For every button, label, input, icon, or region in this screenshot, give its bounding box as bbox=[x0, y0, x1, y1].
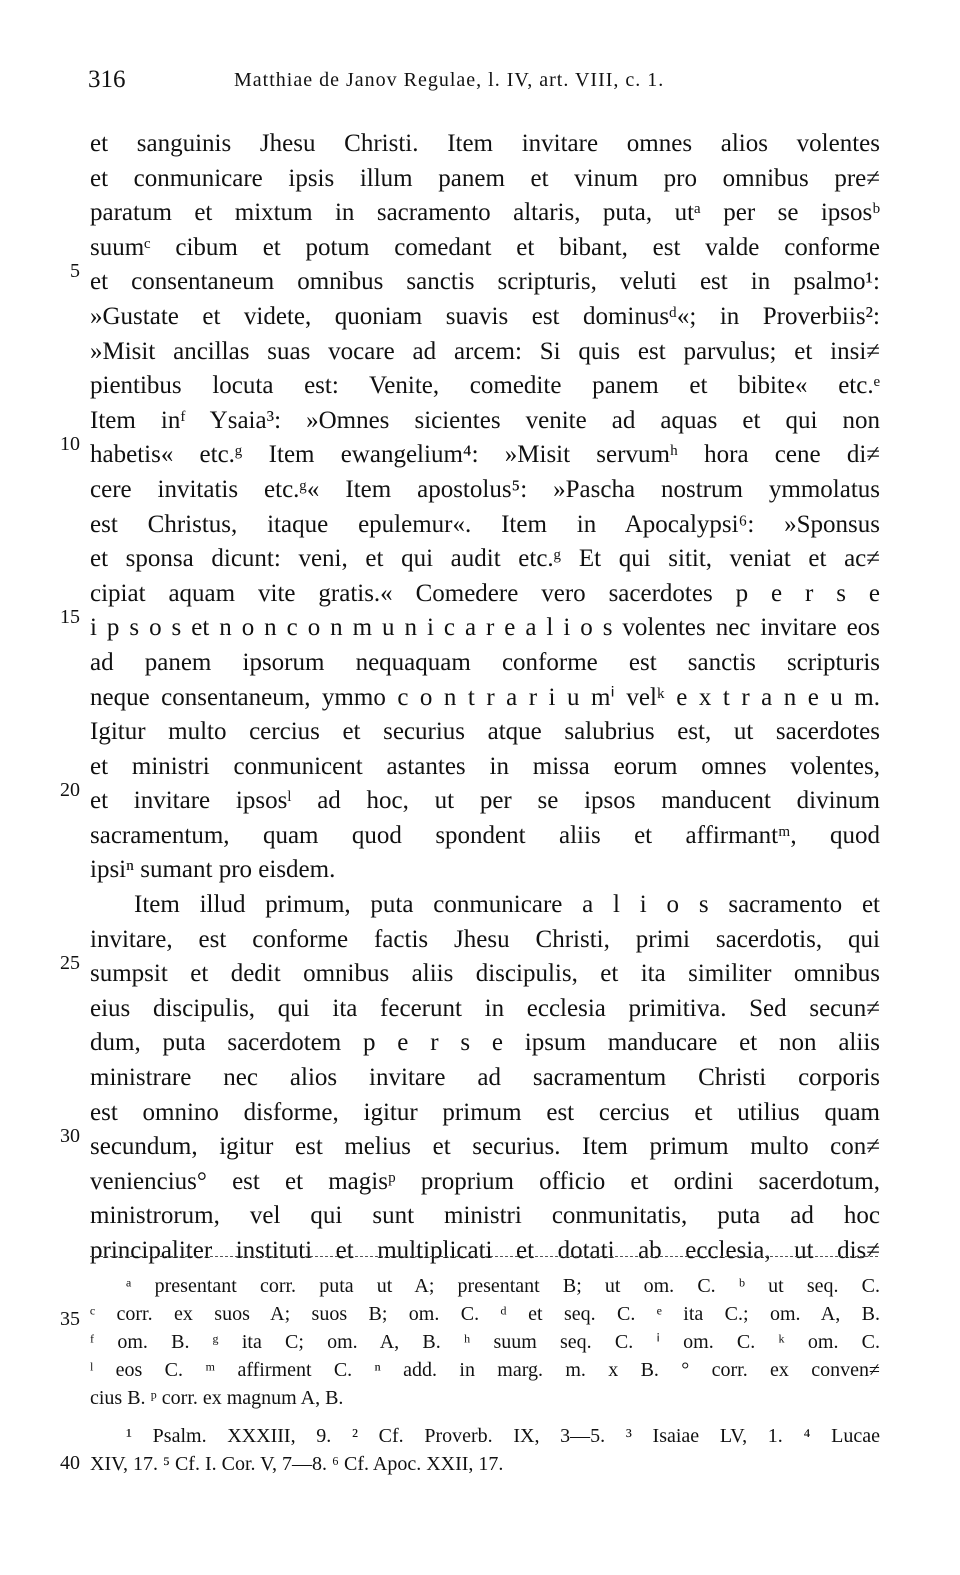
text-line: invitare, est conforme factis Jhesu Christi, primi sacerdotis, qui bbox=[90, 925, 880, 953]
line-number: 40 bbox=[60, 1452, 80, 1474]
text-line: suumᶜ cibum et potum comedant et bibant, est valde conforme bbox=[90, 233, 880, 261]
text-line: ipsiⁿ sumant pro eisdem. bbox=[90, 856, 336, 884]
text-line: neque consentaneum, ymmo c o n t r a r i u mⁱ velᵏ e x t r a n e u m. bbox=[90, 683, 880, 711]
running-title: Matthiae de Janov Regulae, l. IV, art. VIII, c. 1. bbox=[234, 69, 665, 91]
text-line: est Christus, itaque epulemur«. Item in Apocalypsi⁶: »Sponsus bbox=[90, 510, 880, 538]
line-number: 15 bbox=[60, 606, 80, 628]
line-number: 25 bbox=[60, 952, 80, 974]
text-line: »Gustate et videte, quoniam suavis est dominusᵈ«; in Proverbiis²: bbox=[90, 302, 880, 330]
text-line: eius discipulis, qui ita fecerunt in ecclesia primitiva. Sed secun≠ bbox=[90, 994, 880, 1022]
critical-footnote-line: ᶠ om. B. ᵍ ita C; om. A, B. ʰ suum seq. C. ⁱ om. C. ᵏ om. C. bbox=[90, 1331, 880, 1353]
text-line: sumpsit et dedit omnibus aliis discipulis, et ita similiter omnibus bbox=[90, 960, 880, 988]
text-line: dum, puta sacerdotem p e r s e ipsum manducare et non aliis bbox=[90, 1029, 880, 1057]
text-line: habetis« etc.ᵍ Item ewangelium⁴: »Misit servumʰ hora cene di≠ bbox=[90, 441, 880, 469]
footnotes bbox=[90, 1272, 880, 1478]
line-number: 20 bbox=[60, 779, 80, 801]
text-line: et invitare ipsosˡ ad hoc, ut per se ipsos manducent divinum bbox=[90, 787, 880, 815]
critical-footnote-line: ᶜ corr. ex suos A; suos B; om. C. ᵈ et seq. C. ᵉ ita C.; om. A, B. bbox=[90, 1303, 880, 1325]
critical-footnote-line: ˡ eos C. ᵐ affirment C. ⁿ add. in marg. m. x B. ° corr. ex conven≠ bbox=[90, 1359, 880, 1381]
text-line: Igitur multo cercius et securius atque salubrius est, ut sacerdotes bbox=[90, 718, 880, 746]
text-line: ministrorum, vel qui sunt ministri conmunitatis, puta ad hoc bbox=[90, 1202, 880, 1230]
text-line: paratum et mixtum in sacramento altaris, puta, utᵃ per se ipsosᵇ bbox=[90, 199, 880, 227]
footnote-divider bbox=[90, 1256, 878, 1257]
text-line: secundum, igitur est melius et securius. Item primum multo con≠ bbox=[90, 1133, 880, 1161]
text-line: Item illud primum, puta conmunicare a l i o s sacramento et bbox=[134, 891, 880, 919]
text-line: cipiat aquam vite gratis.« Comedere vero sacerdotes p e r s e bbox=[90, 579, 880, 607]
critical-footnote-line: ᵃ presentant corr. puta ut A; presentant B; ut om. C. ᵇ ut seq. C. bbox=[126, 1275, 880, 1297]
line-number: 30 bbox=[60, 1125, 80, 1147]
text-line: et sanguinis Jhesu Christi. Item invitare omnes alios volentes bbox=[90, 130, 880, 157]
text-line: »Misit ancillas suas vocare ad arcem: Si quis est parvulus; et insi≠ bbox=[90, 337, 880, 365]
page-number: 316 bbox=[88, 66, 126, 93]
line-number: 35 bbox=[60, 1308, 80, 1330]
source-footnote-line: XIV, 17. ⁵ Cf. I. Cor. V, 7—8. ⁶ Cf. Apoc. XXII, 17. bbox=[90, 1453, 504, 1475]
text-line: ad panem ipsorum nequaquam conforme est sanctis scripturis bbox=[90, 648, 880, 676]
text-line: et conmunicare ipsis illum panem et vinum pro omnibus pre≠ bbox=[90, 164, 880, 192]
text-line: et consentaneum omnibus sanctis scripturis, veluti est in psalmo¹: bbox=[90, 268, 880, 296]
text-line: ministrare nec alios invitare ad sacramentum Christi corporis bbox=[90, 1064, 880, 1092]
critical-footnote-line: cius B. ᵖ corr. ex magnum A, B. bbox=[90, 1387, 344, 1409]
text-line: et sponsa dicunt: veni, et qui audit etc.ᵍ Et qui sitit, veniat et ac≠ bbox=[90, 545, 880, 573]
text-line: pientibus locuta est: Venite, comedite panem et bibite« etc.ᵉ bbox=[90, 372, 880, 400]
text-line: est omnino disforme, igitur primum est cercius et utilius quam bbox=[90, 1098, 880, 1126]
text-line: cere invitatis etc.ᵍ« Item apostolus⁵: »Pascha nostrum ymmolatus bbox=[90, 475, 880, 503]
text-line: sacramentum, quam quod spondent aliis et affirmantᵐ, quod bbox=[90, 821, 880, 849]
text-line: i p s o s et n o n c o n m u n i c a r e a l i o s volentes nec invitare eos bbox=[90, 614, 880, 642]
text-line: veniencius° est et magisᵖ proprium officio et ordini sacerdotum, bbox=[90, 1167, 880, 1195]
page-header bbox=[88, 66, 888, 100]
line-number: 10 bbox=[60, 433, 80, 455]
text-line: et ministri conmunicent astantes in missa eorum omnes volentes, bbox=[90, 752, 880, 780]
text-line: principaliter instituti et multiplicati et dotati ab ecclesia, ut dis≠ bbox=[90, 1237, 880, 1264]
main-text bbox=[90, 127, 880, 1269]
line-number: 5 bbox=[70, 260, 80, 282]
text-line: Item inᶠ Ysaia³: »Omnes sicientes venite ad aquas et qui non bbox=[90, 406, 880, 434]
source-footnote-line: ¹ Psalm. XXXIII, 9. ² Cf. Proverb. IX, 3—5. ³ Isaiae LV, 1. ⁴ Lucae bbox=[126, 1425, 880, 1447]
